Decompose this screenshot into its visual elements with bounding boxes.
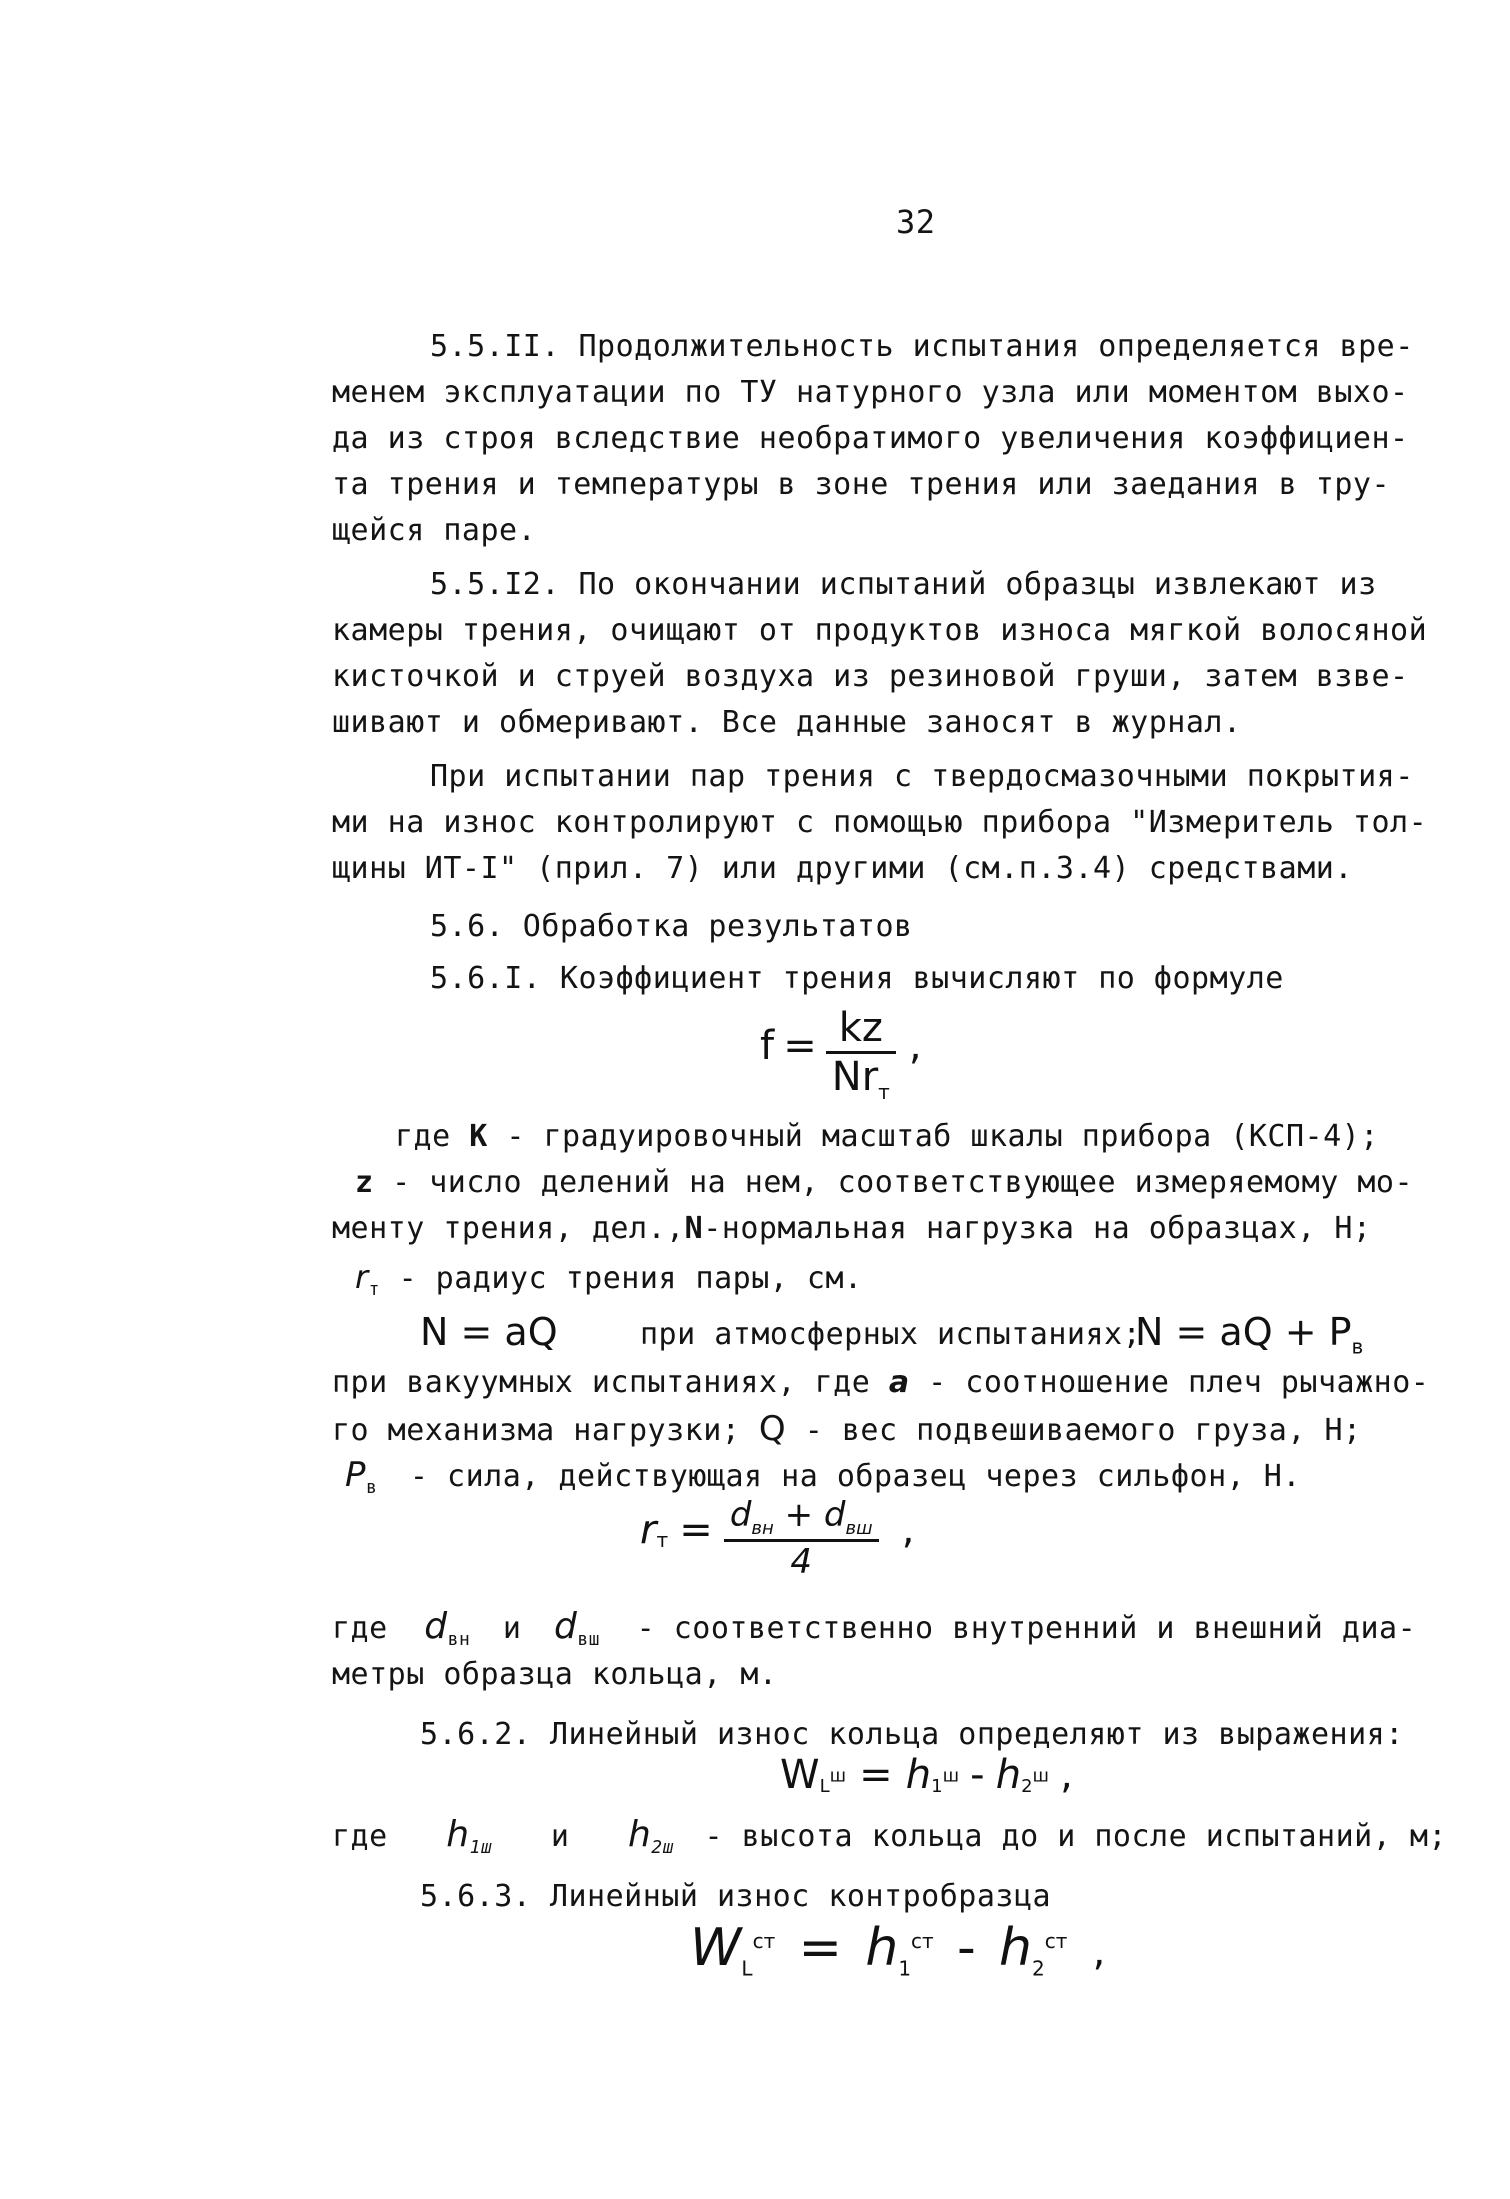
where-label: где <box>395 1119 451 1154</box>
q-definition: - вес подвешиваемого груза, Н; <box>804 1413 1362 1448</box>
n-definition: -нормальная нагрузка на образцах, Н; <box>703 1211 1372 1246</box>
symbol-d-inner-subscript: вн <box>447 1629 471 1650</box>
paragraph-5-6-3: 5.6.3. Линейный износ контробразца <box>420 1879 1052 1914</box>
load-mechanism-line <box>332 1409 1362 1449</box>
symbol-d-inner: d <box>424 1606 448 1647</box>
symbol-r-subscript: т <box>368 1279 380 1300</box>
formula-fraction <box>724 1495 879 1582</box>
atmospheric-text: при атмосферных испытаниях; <box>640 1317 1142 1352</box>
where-label: где <box>332 1819 388 1854</box>
symbol-d-outer-subscript: вш <box>577 1629 601 1650</box>
and-word: и <box>502 1611 522 1646</box>
formula-ring-wear <box>780 1752 1073 1798</box>
formula-fraction <box>826 1005 896 1104</box>
formula-w-superscript: ш <box>829 1765 847 1787</box>
formula-f-lhs: f <box>760 1023 775 1069</box>
section-heading-5-6: 5.6. Обработка результатов <box>430 909 913 944</box>
where-r-line <box>355 1260 863 1307</box>
paragraph-5-6-2: 5.6.2. Линейный износ кольца определяют из выражения: <box>420 1717 1404 1752</box>
paragraph-5-5-11-line-5: щейся паре. <box>332 513 537 548</box>
formula-equals: = <box>783 1023 817 1069</box>
ring-diameters-line: метры образца кольца, м. <box>332 1657 778 1692</box>
formula-comma: , <box>908 1023 922 1069</box>
formula-friction-coefficient <box>760 1005 922 1104</box>
symbol-n: N <box>684 1211 704 1246</box>
where-label: где <box>332 1611 388 1646</box>
formula-w: W <box>780 1752 820 1798</box>
denominator-text: Nr <box>831 1054 879 1100</box>
and-word: и <box>550 1819 570 1854</box>
vacuum-text: при вакуумных испытаниях, где <box>332 1365 871 1400</box>
where-d-line <box>332 1606 1417 1657</box>
paragraph-5-5-11-line-1: 5.5.II. Продолжительность испытания определяется вре- <box>430 329 1414 364</box>
p-definition: - сила, действующая на образец через сильфон, Н. <box>409 1459 1301 1494</box>
formula-h1-subscript: 1 <box>898 1956 912 1981</box>
formula-w-subscript: L <box>741 1956 753 1981</box>
symbol-h1: h <box>446 1814 470 1855</box>
formula-h1-subscript: 1 <box>931 1776 943 1798</box>
page-number: 32 <box>896 203 936 241</box>
formula-numerator: kz <box>838 1005 883 1051</box>
formula-h1-superscript: ш <box>942 1765 960 1787</box>
formula-h2-superscript: ш <box>1032 1765 1049 1787</box>
where-n-line <box>332 1212 1371 1246</box>
formula-minus: - <box>956 1918 976 1978</box>
formula-h1-superscript: ст <box>911 1929 934 1953</box>
formula-h2-subscript: 2 <box>1021 1776 1033 1798</box>
symbol-h2-subscript: 2ш <box>651 1837 674 1858</box>
paragraph-coatings-line-3: щины ИТ-I" (прил. 7) или другими (см.п.3.4) средствами. <box>332 851 1353 886</box>
formula-minus: - <box>970 1752 985 1798</box>
where-h-line <box>332 1814 1447 1865</box>
formula-equals: = <box>859 1752 893 1798</box>
symbol-h1-subscript: 1ш <box>469 1837 493 1858</box>
denominator-subscript: т <box>878 1080 890 1104</box>
numerator-d1-subscript: вн <box>751 1517 774 1539</box>
formula-r-lhs-subscript: т <box>656 1528 669 1553</box>
symbol-h2: h <box>627 1814 652 1855</box>
vacuum-formula-text: N = aQ + P <box>1135 1310 1352 1354</box>
symbol-q: Q <box>758 1409 787 1449</box>
a-definition: - соотношение плеч рычажно- <box>928 1365 1430 1400</box>
symbol-d-outer: d <box>553 1606 578 1647</box>
formula-w: W <box>690 1918 742 1978</box>
formula-h2: h <box>999 1918 1032 1978</box>
formula-equals: = <box>798 1918 843 1978</box>
z-definition: - число делений на нем, соответствующее измеряемому мо- <box>392 1165 1414 1200</box>
formula-equals: = <box>679 1506 713 1553</box>
formula-h2-superscript: ст <box>1044 1929 1068 1953</box>
formula-h1: h <box>905 1752 932 1798</box>
k-definition: - градуировочный масштаб шкалы прибора (КСП-4); <box>506 1119 1379 1154</box>
friction-moment-text: менту трения, дел., <box>332 1211 685 1246</box>
paragraph-5-5-12-line-3: кисточкой и струей воздуха из резиновой груши, затем взве- <box>332 659 1409 694</box>
formula-comma: , <box>1060 1752 1073 1798</box>
numerator-d2-subscript: вш <box>845 1517 873 1539</box>
paragraph-5-6-1: 5.6.I. Коэффициент трения вычисляют по формуле <box>430 961 1284 996</box>
formula-comma: , <box>1092 1929 1106 1975</box>
symbol-r: r <box>355 1258 369 1296</box>
mechanism-text: го механизма нагрузки; <box>332 1413 741 1448</box>
formula-h1: h <box>865 1918 899 1978</box>
formula-numerator <box>724 1495 879 1539</box>
numerator-d2: d <box>823 1495 846 1535</box>
vacuum-formula-subscript: в <box>1351 1334 1364 1359</box>
formula-n-atmospheric: N = aQ <box>420 1310 558 1354</box>
formula-h2-subscript: 2 <box>1031 1956 1045 1981</box>
paragraph-5-5-12-line-1: 5.5.I2. По окончании испытаний образцы извлекают из <box>430 567 1377 602</box>
symbol-a: a <box>888 1365 910 1400</box>
formula-friction-radius <box>640 1495 914 1582</box>
paragraph-5-5-12-line-4: шивают и обмеривают. Все данные заносят в журнал. <box>332 705 1242 740</box>
paragraph-5-5-11-line-4: та трения и температуры в зоне трения или заедания в тру- <box>332 467 1391 502</box>
formula-n-vacuum <box>1135 1310 1363 1359</box>
symbol-k: К <box>469 1119 488 1154</box>
paragraph-5-5-11-line-3: да из строя вследствие необратимого увеличения коэффициен- <box>332 421 1409 456</box>
formula-denominator: 4 <box>790 1541 813 1582</box>
h-definition: - высота кольца до и после испытаний, м; <box>704 1819 1447 1854</box>
symbol-p: P <box>345 1455 367 1495</box>
vacuum-line <box>332 1366 1429 1400</box>
formula-denominator <box>826 1054 896 1104</box>
paragraph-5-5-11-line-2: менем эксплуатации по ТУ натурного узла или моментом выхо- <box>332 375 1409 410</box>
formula-h2: h <box>995 1752 1022 1798</box>
numerator-d1: d <box>729 1495 752 1535</box>
paragraph-coatings-line-2: ми на износ контролируют с помощью прибора "Измеритель тол- <box>332 805 1428 840</box>
symbol-p-subscript: в <box>366 1477 378 1498</box>
formula-comma: , <box>901 1506 915 1553</box>
plus-sign: + <box>784 1495 814 1535</box>
r-definition: - радиус трения пары, см. <box>398 1261 863 1296</box>
paragraph-coatings-line-1: При испытании пар трения с твердосмазочными покрытия- <box>430 759 1414 794</box>
formula-w-subscript: L <box>819 1776 830 1798</box>
formula-w-superscript: ст <box>752 1929 776 1953</box>
where-k-line <box>395 1120 1379 1154</box>
d-definition: - соответственно внутренний и внешний диа- <box>636 1611 1417 1646</box>
symbol-z: z <box>355 1165 374 1200</box>
formula-counter-specimen-wear <box>690 1918 1105 1981</box>
formula-r-lhs: r <box>640 1506 657 1553</box>
where-z-line <box>355 1166 1413 1200</box>
paragraph-5-5-12-line-2: камеры трения, очищают от продуктов износа мягкой волосяной <box>332 613 1428 648</box>
